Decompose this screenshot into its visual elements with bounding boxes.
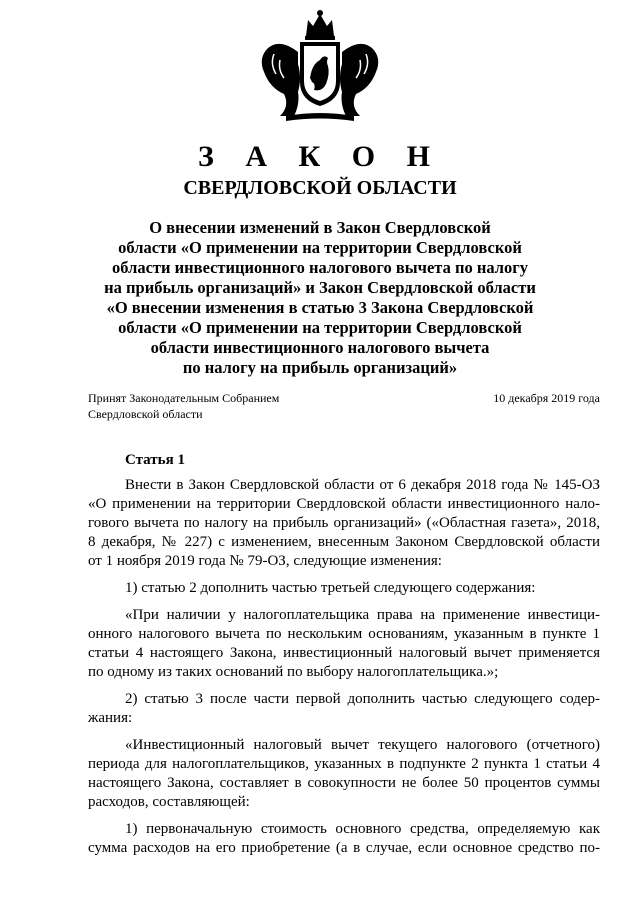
law-name-line: «О внесении изменения в статью 3 Закона Свердловской xyxy=(106,298,534,317)
text-line: от 1 ноября 2019 года № 79-ОЗ, следующие изменения: xyxy=(88,553,442,569)
text-line: жания: xyxy=(88,710,133,726)
law-title: З А К О Н xyxy=(198,140,442,173)
article-body xyxy=(88,476,600,858)
law-name-line: области инвестиционного налогового вычета по налогу xyxy=(112,258,528,277)
region-title: СВЕРДЛОВСКОЙ ОБЛАСТИ xyxy=(183,177,457,199)
law-name-line: области «О применении на территории Свердловской xyxy=(118,238,522,257)
text-line: периода для налогоплательщиков, указанных в подпункте 2 пункта 1 статьи 4 xyxy=(88,756,600,772)
text-line: статьи 4 настоящего Закона, инвестиционный налоговый вычет применяется xyxy=(88,645,600,661)
text-line: гового вычета по налогу на прибыль организаций» («Областная газета», 2018, xyxy=(88,515,600,531)
text-line: расходов, составляющей: xyxy=(88,794,250,810)
text-line: «При наличии у налогоплательщика права на применение инвестици- xyxy=(125,607,600,623)
text-line: настоящего Закона, составляет в совокупности не более 50 процентов суммы xyxy=(88,775,600,791)
adoption-line: Принят Законодательным Собранием xyxy=(88,391,280,405)
article-title: Статья 1 xyxy=(125,452,185,468)
text-line: 1) статью 2 дополнить частью третьей следующего содержания: xyxy=(125,580,536,596)
adoption-date: 10 декабря 2019 года xyxy=(493,391,600,405)
law-name-line: области инвестиционного налогового вычета xyxy=(150,338,490,357)
text-line: 1) первоначальную стоимость основного средства, определяемую как xyxy=(125,821,600,837)
text-line: по одному из таких оснований по выбору налогоплательщика.»; xyxy=(88,664,499,680)
adoption-body xyxy=(88,390,279,422)
law-name xyxy=(60,218,580,378)
text-line: «О применении на территории Свердловской области инвестиционного нало- xyxy=(88,496,600,512)
text-line: 8 декабря, № 227) с изменением, внесенным Законом Свердловской области xyxy=(88,534,600,550)
adoption-line: Свердловской области xyxy=(88,407,203,421)
text-line: Внести в Закон Свердловской области от 6 декабря 2018 года № 145-ОЗ xyxy=(125,477,600,493)
text-line: «Инвестиционный налоговый вычет текущего налогового (отчетного) xyxy=(125,737,600,753)
law-name-line: О внесении изменений в Закон Свердловской xyxy=(149,218,491,237)
law-name-line: на прибыль организаций» и Закон Свердловской области xyxy=(104,278,536,297)
text-line: онного налогового вычета по нескольким основаниям, указанным в пункте 1 xyxy=(88,626,600,642)
text-line: 2) статью 3 после части первой дополнить частью следующего содер- xyxy=(125,691,600,707)
text-line: сумма расходов на его приобретение (а в случае, если основное средство по- xyxy=(88,840,600,856)
law-name-line: области «О применении на территории Свердловской xyxy=(118,318,522,337)
law-name-line: по налогу на прибыль организаций» xyxy=(182,358,458,377)
coat-of-arms-icon xyxy=(250,8,390,124)
